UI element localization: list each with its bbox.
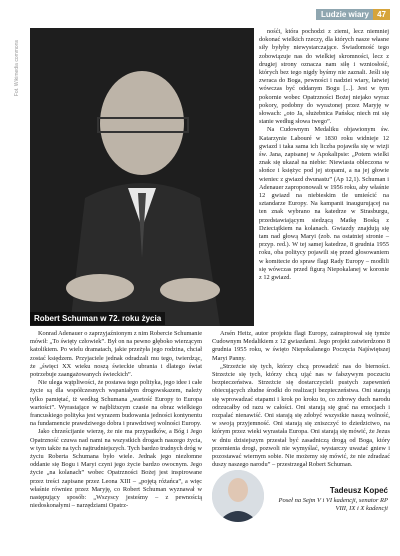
right-column	[259, 28, 389, 282]
portrait-illustration	[30, 28, 254, 326]
section-label: Ludzie wiary	[316, 9, 374, 20]
paragraph: Jako chrześcijanie wierzę, że nie ma przypadków, a Bóg i Jego Opatrzność czuwa nad nami na wszystkich drogach naszego życia, w tym także na tych najtrudniejszych. Tych bardzo trudnych dróg w życiu Roberta Schumana było wiele. Jednak jego niezłomne oddanie się Bogu i Maryi czyni jego życie bardzo owocnym. Jego życie „na kolanach” wobec Opatrzności Bożej jest inspirowane przez treści zapisane przez Leona XIII – „pojętą różańca”, a więc właśnie równiez przez Maryję, co Robert Schuman wyznawał w następujący sposób: „Wszyscy jesteśmy – z pewnością niedoskonałymi – narzędziami Opatrz-	[30, 428, 202, 510]
portrait-photo	[30, 28, 254, 326]
paragraph: nośći, która pochodzi z ziemi, lecz niemniej dokonać wielkich rzeczy, dla których nasze własne siły byłyby niewystarczające. Świadomość tego zobowiązuje nas do wielkiej skromności, lecz z drugiej strony oznacza nam siłę i wzniosłość, których bez tego nigdy byśmy nie zaznali. Jeśli się zwraca do Boga, pewności i nadziei wiary, łatwiej wówczas być oddanym Bogu [...]. Jest w tym pokornie wobec Opatrzności Bożej niejako wyraz pokory, podobny do wyrażonej przez Maryję w słowach: „oto Ja, służebnica Pańska; niech mi się stanie według słowa twego”.	[259, 28, 389, 126]
bottom-right-column	[212, 330, 390, 469]
paragraph: Na Cudownym Medaliku objawionym św. Katarzynie Labouré w 1830 roku widnieje 12 gwiazd i taka sama ich liczba pojawiła się w wizji św. Jana, zapisanej w Apokalipsie: „Potem wielki znak się ukazał na niebie: Niewiasta obleczona w słońce i księżyc pod jej stopami, a na jej głowie wieniec z gwiazd dwunastu” (Ap 12,1). Schuman i Adenauer zaproponowali w 1956 roku, aby właśnie 12 gwiazd na niebieskim tle umieścić na sztandarze Europy. Na kampanii inaugurującej na ten znak wybrano na katedrze w Strasburgu, przedstawiającym siedzącą Matkę Boską z Dzieciątkiem na kolanach. Gwiazdy znajdują się tam nad głową Maryi (zob. na ostatniej stronie – przyp. red.). W tej samej katedrze, 8 grudnia 1955 roku, oba politycy pojawili się przed głosowaniem w komitecie do spraw flagi Rady Europy – modlili się wówczas przed figurą Niepokalanej w koronie z 12 gwiazd.	[259, 126, 389, 282]
paragraph: Arsén Heitz, autor projektu flagi Europy, zainspirował się tymże Cudownym Medalikiem z 12 gwiazdami. Jego projekt zatwierdzono 8 grudnia 1955 roku, w święto Niepokalanego Poczęcia Najświętszej Maryi Panny.	[212, 330, 390, 362]
bottom-left-column	[30, 330, 202, 510]
author-portrait	[212, 470, 264, 522]
photo-credit: Fot. Wikimedia commons	[14, 40, 20, 97]
paragraph: „Strzeżcie się tych, którzy chcą prowadzić nas do bierności. Strzeżcie się tych, którzy chcą ująć nas w fałszywym poczuciu bezpieczeństwa. Strzeżcie się dostarczycieli pustych zapewnień obiecujących złudne środki do realizacji bezpieczeństwa. Oni starają się wprowadzać etapami i krok po kroku to, co zdrowy duch narodu odrzucałby od razu w całości. Oni starają się grać na emocjach i rozpalać nienawiść. Oni starają się zdobyć wszystkie naszą wolność, w swoją przyjemność. Oni starają się zniszczyć to dziedzictwo, na którym przez wieki wyrastała Europa. Oni starają się mówić, że Jezus w dniu dzisiejszym przestał być zasadniczą drogą od Boga, który przemienia drogi, pozwoli nie wymyślać, wystarczy uważać gniew i pozostawać wiernym sobie. Nie możemy się mówić, że nie zdradzać duszy naszego narodu” – przestrzegał Robert Schuman.	[212, 362, 390, 469]
author-name: Tadeusz Kopeć	[329, 486, 388, 495]
author-avatar	[212, 470, 264, 522]
paragraph: Nie ulega wątpliwości, że postawa tego polityka, jego idee i całe życie są dla współczesnych wspaniałym drogowskazem, należy tylko pamiętać, iż według Schumana „wartość Europy to Europa wartości”. Wyrastające w najbliższym czasie na obraz wielkiego francuskiego polityka jest wyrazem budowania jedności kontynentu na fundamencie prawdziwego dobra i prawdziwej wolności Europy.	[30, 379, 202, 428]
author-description: Poseł na Sejm V i VI kadencji, senator RP VIII, IX i X kadencji	[278, 497, 388, 512]
photo-caption: Robert Schuman w 72. roku życia	[30, 312, 165, 325]
paragraph: Konrad Adenauer o zaprzyjaźnionym z nim Robercie Schumanie mówił: „To święty człowiek”. Był on na pewno głęboko wierzącym katolikiem. Po wielu dramatach, jakie przeżyła jego rodzina, chciał zostać księdzem. Przyjaciele jednak odradzali mu tego, twierdząc, że „święci XX wieku noszą świeckie ubrania i dlatego świat potrzebuje zaangażowanych świeckich”.	[30, 330, 202, 379]
page-number: 47	[373, 9, 390, 20]
